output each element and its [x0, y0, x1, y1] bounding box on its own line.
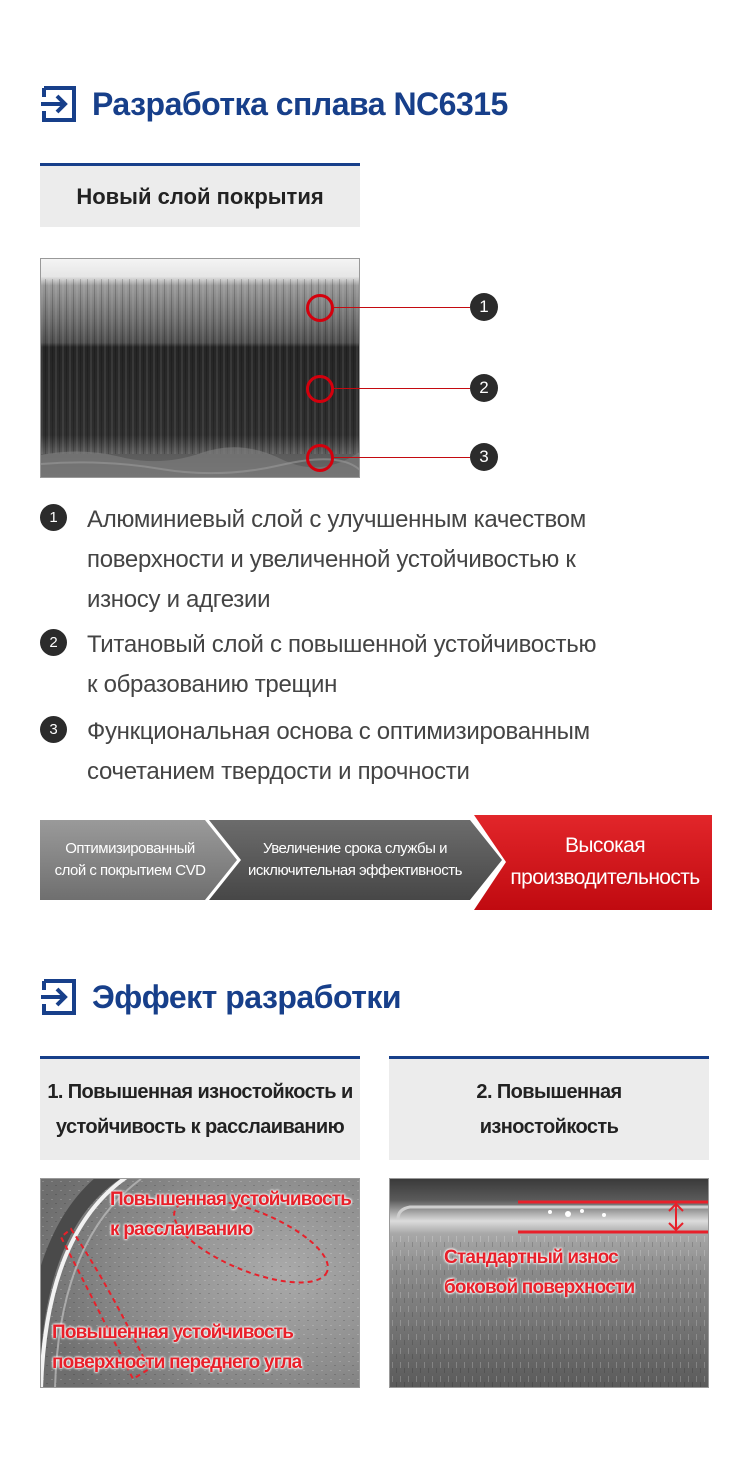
section-title-alloy [40, 85, 508, 123]
flow-step-3-line-1: Высокая [564, 834, 645, 857]
feature-text-2 [87, 625, 720, 705]
flow-step-2 [232, 820, 478, 900]
flow-step-3 [500, 820, 710, 904]
effect-2-annotation-1-line-2: боковой поверхности [444, 1277, 635, 1298]
feature-2-line-2: к образованию трещин [87, 671, 338, 698]
feature-item-1 [40, 500, 720, 620]
feature-1-line-1: Алюминиевый слой с улучшенным качеством [87, 506, 586, 533]
effect-1-annotation-2-line-2: поверхности переднего угла [52, 1352, 302, 1373]
effect-1-annotation-1-line-2: к расслаиванию [110, 1219, 253, 1240]
feature-3-line-1: Функциональная основа с оптимизированным [87, 718, 590, 745]
feature-1-line-2: поверхности и увеличенной устойчивостью к [87, 546, 576, 573]
arrow-in-box-icon [40, 978, 78, 1016]
effect-section-title: Эффект разработки [92, 978, 402, 1015]
feature-number-2: 2 [40, 629, 67, 656]
layer-marker-2: 2 [470, 374, 498, 402]
feature-1-line-3: износу и адгезии [87, 586, 271, 613]
flow-step-1-line-1: Оптимизированный [65, 840, 195, 857]
feature-number-3: 3 [40, 716, 67, 743]
page-title: Разработка сплава NC6315 [92, 85, 508, 122]
leader-line-1 [334, 307, 470, 308]
leader-line-2 [334, 388, 470, 389]
arrow-in-box-icon [40, 85, 78, 123]
marker-ring-2 [306, 375, 334, 403]
effect-2-annotation-1 [444, 1243, 634, 1303]
layer-marker-1: 1 [470, 293, 498, 321]
flow-step-2-line-1: Увеличение срока службы и [263, 840, 447, 857]
feature-item-2 [40, 625, 720, 705]
effect-1-title-line-2: устойчивость к расслаиванию [55, 1115, 345, 1138]
section-title-effect [40, 978, 401, 1016]
effect-1-annotation-2-line-1: Повышенная устойчивость [52, 1322, 294, 1343]
effect-1-annotation-2 [52, 1318, 301, 1378]
feature-text-3 [87, 712, 720, 792]
effect-1-annotation-1 [110, 1185, 351, 1245]
effect-1-annotation-1-line-1: Повышенная устойчивость [110, 1189, 352, 1210]
marker-ring-1 [306, 294, 334, 322]
flow-step-1-line-2: слой с покрытием CVD [54, 862, 206, 879]
marker-ring-3 [306, 444, 334, 472]
coating-subtitle: Новый слой покрытия [76, 183, 324, 209]
effect-2-title-line-2: изностойкость [479, 1115, 619, 1138]
coating-subtitle-box [40, 163, 360, 227]
flow-step-1 [40, 820, 220, 900]
effect-1-title-line-1: 1. Повышенная изностойкость и [47, 1080, 353, 1103]
feature-3-line-2: сочетанием твердости и прочности [87, 758, 470, 785]
feature-text-1 [87, 500, 720, 620]
leader-line-3 [334, 457, 470, 458]
effect-2-title-line-1: 2. Повышенная [476, 1080, 622, 1103]
effect-1-title-box [40, 1056, 360, 1160]
flow-step-3-line-2: производительность [510, 866, 700, 889]
effect-2-annotation-1-line-1: Стандартный износ [444, 1247, 618, 1268]
layer-marker-3: 3 [470, 443, 498, 471]
feature-item-3 [40, 712, 720, 792]
feature-2-line-1: Титановый слой с повышенной устойчивостью [87, 631, 597, 658]
flow-step-2-line-2: исключительная эффективность [248, 862, 462, 879]
effect-2-title-box [389, 1056, 709, 1160]
feature-number-1: 1 [40, 504, 67, 531]
